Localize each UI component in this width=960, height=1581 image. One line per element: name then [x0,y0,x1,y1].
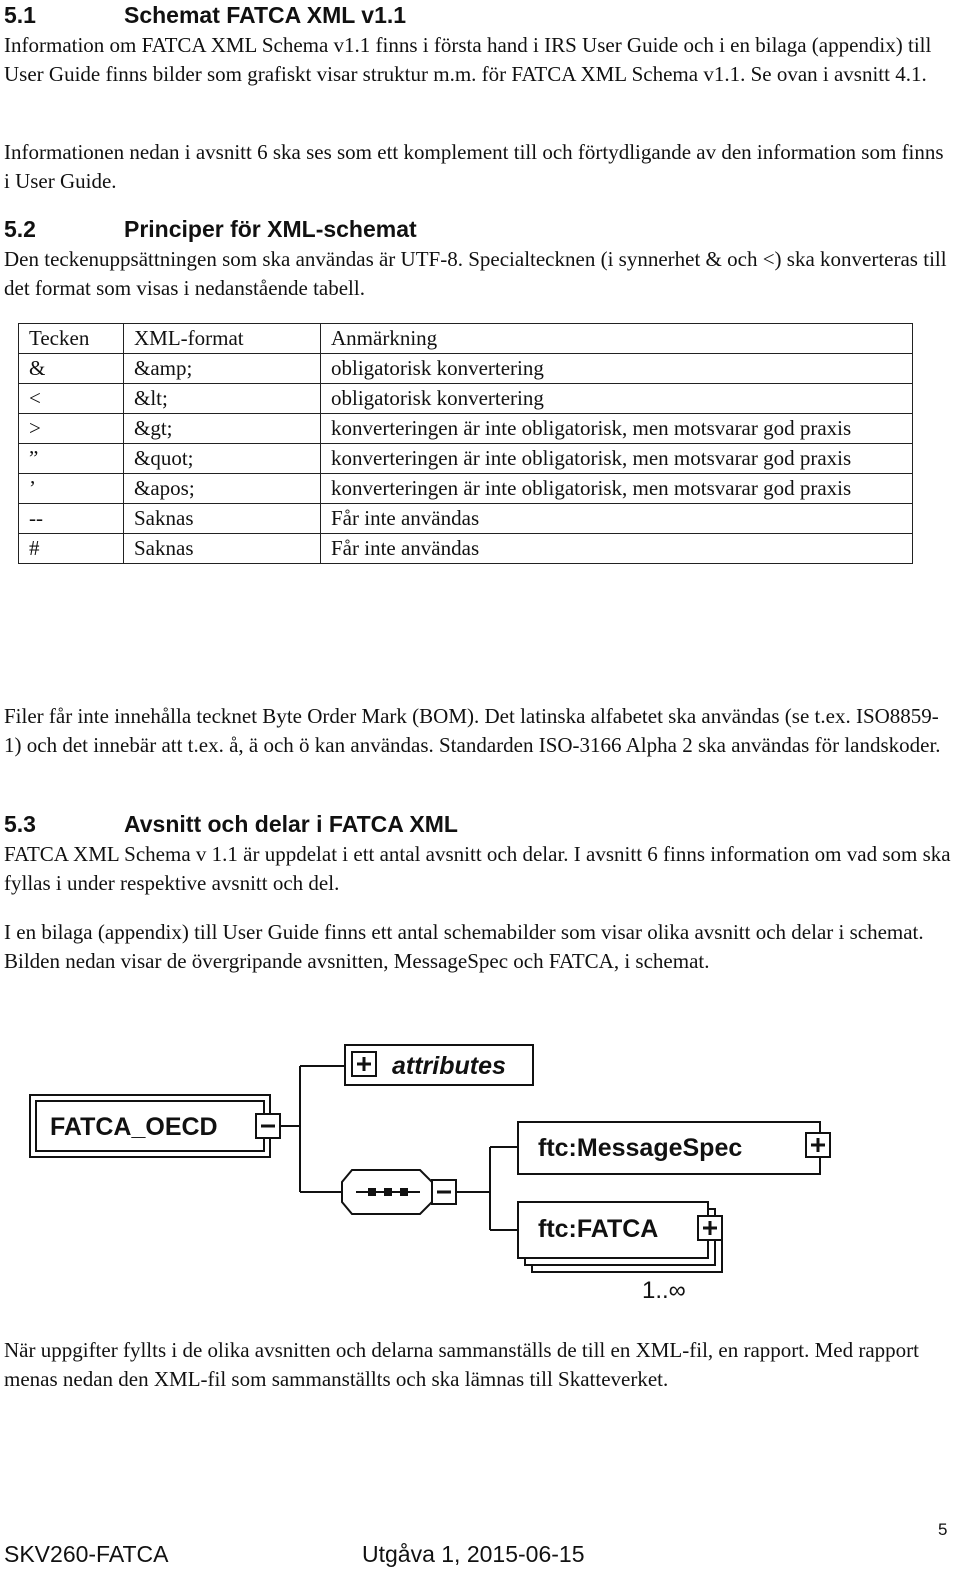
table-row [19,414,913,444]
column-header: XML-format [124,324,321,354]
table-cell: obligatorisk konvertering [321,384,913,414]
table-cell: Får inte användas [321,534,913,564]
section-number: 5.2 [4,216,36,242]
special-characters-table [18,323,913,564]
paragraph: FATCA XML Schema v 1.1 är uppdelat i ett antal avsnitt och delar. I avsnitt 6 finns information om vad som ska fyllas i under respektive avsnitt och del. [4,842,951,895]
table-row [19,504,913,534]
expand-icon [698,1216,722,1240]
cardinality-label: 1..∞ [642,1277,686,1304]
attributes-label: attributes [392,1052,506,1080]
table-cell: konverteringen är inte obligatorisk, men motsvarar god praxis [321,474,913,504]
paragraph: Information om FATCA XML Schema v1.1 finns i första hand i IRS User Guide och i en bilaga (appendix) till User Guide finns bilder som grafiskt visar struktur m.m. för FATCA XML Schema v1.1. Se ovan i avsnitt 4.1. [4,33,932,86]
table-cell: -- [19,504,124,534]
table-row [19,474,913,504]
table-cell: ” [19,444,124,474]
paragraph: Den teckenuppsättningen som ska användas är UTF-8. Specialtecknen (i synnerhet & och <) ska konverteras till det format som visas i nedanstående tabell. [4,247,947,300]
root-node [30,1095,280,1157]
table-cell: Får inte användas [321,504,913,534]
table-cell: < [19,384,124,414]
table-cell: &gt; [124,414,321,444]
section-heading-5-3 [4,811,458,838]
schema-diagram [0,1030,960,1310]
column-header: Anmärkning [321,324,913,354]
table-cell: konverteringen är inte obligatorisk, men motsvarar god praxis [321,444,913,474]
collapse-icon [432,1180,456,1204]
section-number: 5.3 [4,811,36,837]
section-title: Schemat FATCA XML v1.1 [124,2,407,28]
table-cell: Saknas [124,534,321,564]
table-row [19,384,913,414]
message-spec-node [518,1122,830,1174]
table-cell: & [19,354,124,384]
message-spec-label: ftc:MessageSpec [538,1134,743,1162]
section-title: Principer för XML-schemat [124,216,417,242]
table-cell: &lt; [124,384,321,414]
table-cell: ’ [19,474,124,504]
section-heading-5-2 [4,216,417,243]
table-row [19,444,913,474]
section-title: Avsnitt och delar i FATCA XML [124,811,458,837]
paragraph: Filer får inte innehålla tecknet Byte Order Mark (BOM). Det latinska alfabetet ska användas (se t.ex. ISO8859-1) och det innebär att t.ex. å, ä och ö kan användas. Standarden ISO-3166 Alpha 2 ska användas för landskoder. [4,704,941,757]
paragraph: Informationen nedan i avsnitt 6 ska ses som ett komplement till och förtydligande av den information som finns i User Guide. [4,140,944,193]
paragraph: I en bilaga (appendix) till User Guide finns ett antal schemabilder som visar olika avsnitt och delar i schemat. Bilden nedan visar de övergripande avsnitten, MessageSpec och FATCA, i schemat. [4,920,924,973]
table-cell: > [19,414,124,444]
table-row [19,534,913,564]
page-number: 5 [938,1520,948,1539]
footer-edition: Utgåva 1, 2015-06-15 [362,1541,585,1567]
fatca-label: ftc:FATCA [538,1215,659,1243]
fatca-node [518,1202,722,1272]
expand-icon [806,1133,830,1157]
table-cell: obligatorisk konvertering [321,354,913,384]
sequence-node [342,1170,456,1214]
table-header-row [19,324,913,354]
table-cell: &amp; [124,354,321,384]
paragraph: När uppgifter fyllts i de olika avsnitten och delarna sammanställs de till en XML-fil, en rapport. Med rapport menas nedan den XML-fil som sammanställts och ska lämnas till Skatteverket. [4,1338,919,1391]
section-number: 5.1 [4,2,36,28]
table-cell: &apos; [124,474,321,504]
section-heading-5-1 [4,2,406,29]
attributes-node [345,1045,533,1085]
root-label: FATCA_OECD [50,1113,218,1141]
expand-icon [352,1052,376,1076]
table-row [19,354,913,384]
table-cell: &quot; [124,444,321,474]
footer-doc-id: SKV260-FATCA [4,1541,169,1567]
table-cell: Saknas [124,504,321,534]
table-cell: # [19,534,124,564]
table-cell: konverteringen är inte obligatorisk, men motsvarar god praxis [321,414,913,444]
column-header: Tecken [19,324,124,354]
collapse-icon [256,1114,280,1138]
